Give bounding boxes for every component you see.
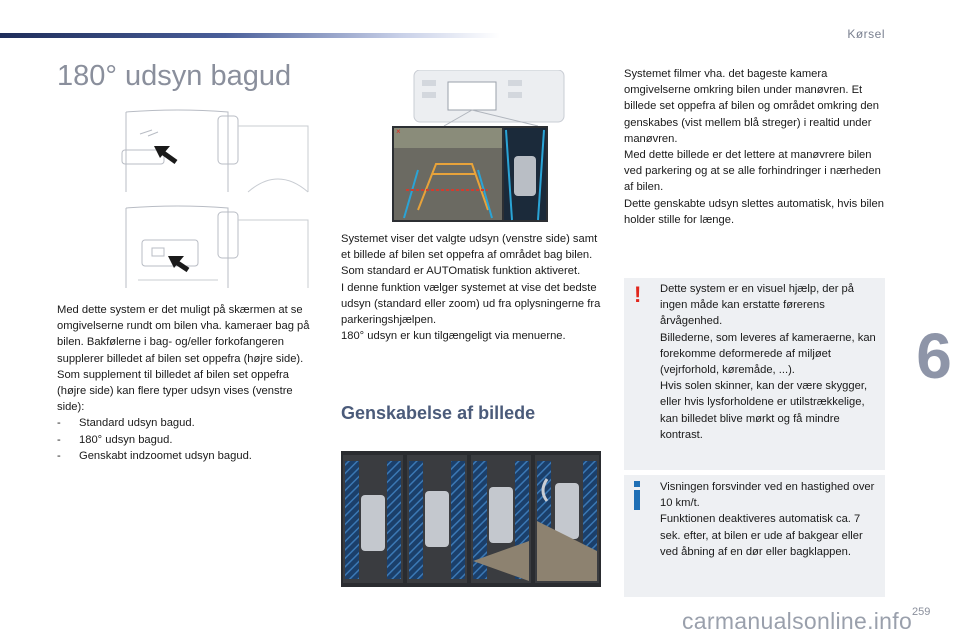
info-paragraph-1: Visningen forsvinder ved en hastighed over 10 km/t. bbox=[660, 481, 875, 510]
chapter-number: 6 bbox=[908, 312, 960, 400]
list-item: - 180° udsyn bagud. bbox=[57, 433, 173, 446]
display-screen-illustration bbox=[388, 70, 602, 226]
right-paragraph-1: Systemet filmer vha. det bageste kamera omgivelserne omkring bilen under manøvren. Et billede set oppefra af bilen og området omkring den genskabes (vist mellem blå streger) i realtid under manøvren. bbox=[624, 68, 879, 145]
rear-camera-illustration-top bbox=[118, 106, 318, 198]
middle-paragraph-3: I denne funktion vælger systemet at vise det bedste udsyn (standard eller zoom) ud fra oplysningerne fra parkeringshjælpen. bbox=[341, 281, 601, 327]
left-paragraph-1: Med dette system er det muligt på skærmen at se omgivelserne rundt om bilen vha. kameraer bag på bilen. Bakfølerne i bag- og/eller forkofangeren supplerer billedet af bilen set oppefra (højre side). bbox=[57, 304, 310, 365]
page-number: 259 bbox=[912, 606, 931, 618]
left-text-block bbox=[57, 302, 319, 464]
middle-text-block bbox=[341, 231, 603, 344]
section-subheading: Genskabelse af billede bbox=[341, 403, 536, 423]
list-item: - Standard udsyn bagud. bbox=[57, 417, 195, 430]
section-title: Kørsel bbox=[847, 27, 885, 41]
warning-paragraph-3: Hvis solen skinner, kan der være skygger, eller hvis lysforholdene er utilstrækkelige, kan billedet blive mørkt og få mindre kontrast. bbox=[660, 380, 868, 441]
warning-paragraph-2: Billederne, som leveres af kameraerne, kan forekomme deformerede af miljøet (vejrforhold, køremåde, ...). bbox=[660, 331, 876, 377]
middle-paragraph-1: Systemet viser det valgte udsyn (venstre side) samt et billede af bilen set oppefra af området bag bilen. bbox=[341, 233, 598, 262]
right-paragraph-2: Med dette billede er det lettere at manøvrere bilen ved parkering og at se alle forhindringer i nærheden af bilen. bbox=[624, 149, 881, 194]
middle-paragraph-2: Som standard er AUTOmatisk funktion aktiveret. bbox=[341, 265, 581, 278]
warning-paragraph-1: Dette system er en visuel hjælp, der på ingen måde kan erstatte førerens årvågenhed. bbox=[660, 283, 855, 328]
info-icon bbox=[631, 481, 643, 511]
rear-camera-illustration-bottom bbox=[118, 204, 318, 290]
middle-paragraph-4: 180° udsyn er kun tilgængeligt via menuerne. bbox=[341, 330, 566, 343]
warning-text bbox=[660, 281, 882, 443]
list-item: - Genskabt indzoomet udsyn bagud. bbox=[57, 449, 252, 462]
view-type-list bbox=[57, 415, 319, 464]
header-accent-bar bbox=[0, 33, 500, 38]
page-title: 180° udsyn bagud bbox=[57, 60, 292, 92]
right-paragraph-3: Dette genskabte udsyn slettes automatisk, hvis bilen holder stille for længe. bbox=[624, 197, 884, 226]
svg-text:×: × bbox=[396, 127, 401, 136]
left-paragraph-2: Som supplement til billedet af bilen set oppefra (højre side) kan flere typer udsyn vises (venstre side): bbox=[57, 368, 293, 414]
info-paragraph-2: Funktionen deaktiveres automatisk ca. 7 sek. efter, at bilen er ude af bakgear eller ved åbning af en dør eller bagklappen. bbox=[660, 513, 863, 558]
right-text-block bbox=[624, 66, 886, 228]
exclamation-icon: ! bbox=[634, 282, 642, 307]
watermark: carmanualsonline.info bbox=[682, 608, 913, 634]
image-reconstruction-illustration bbox=[341, 451, 601, 587]
info-text bbox=[660, 479, 882, 560]
